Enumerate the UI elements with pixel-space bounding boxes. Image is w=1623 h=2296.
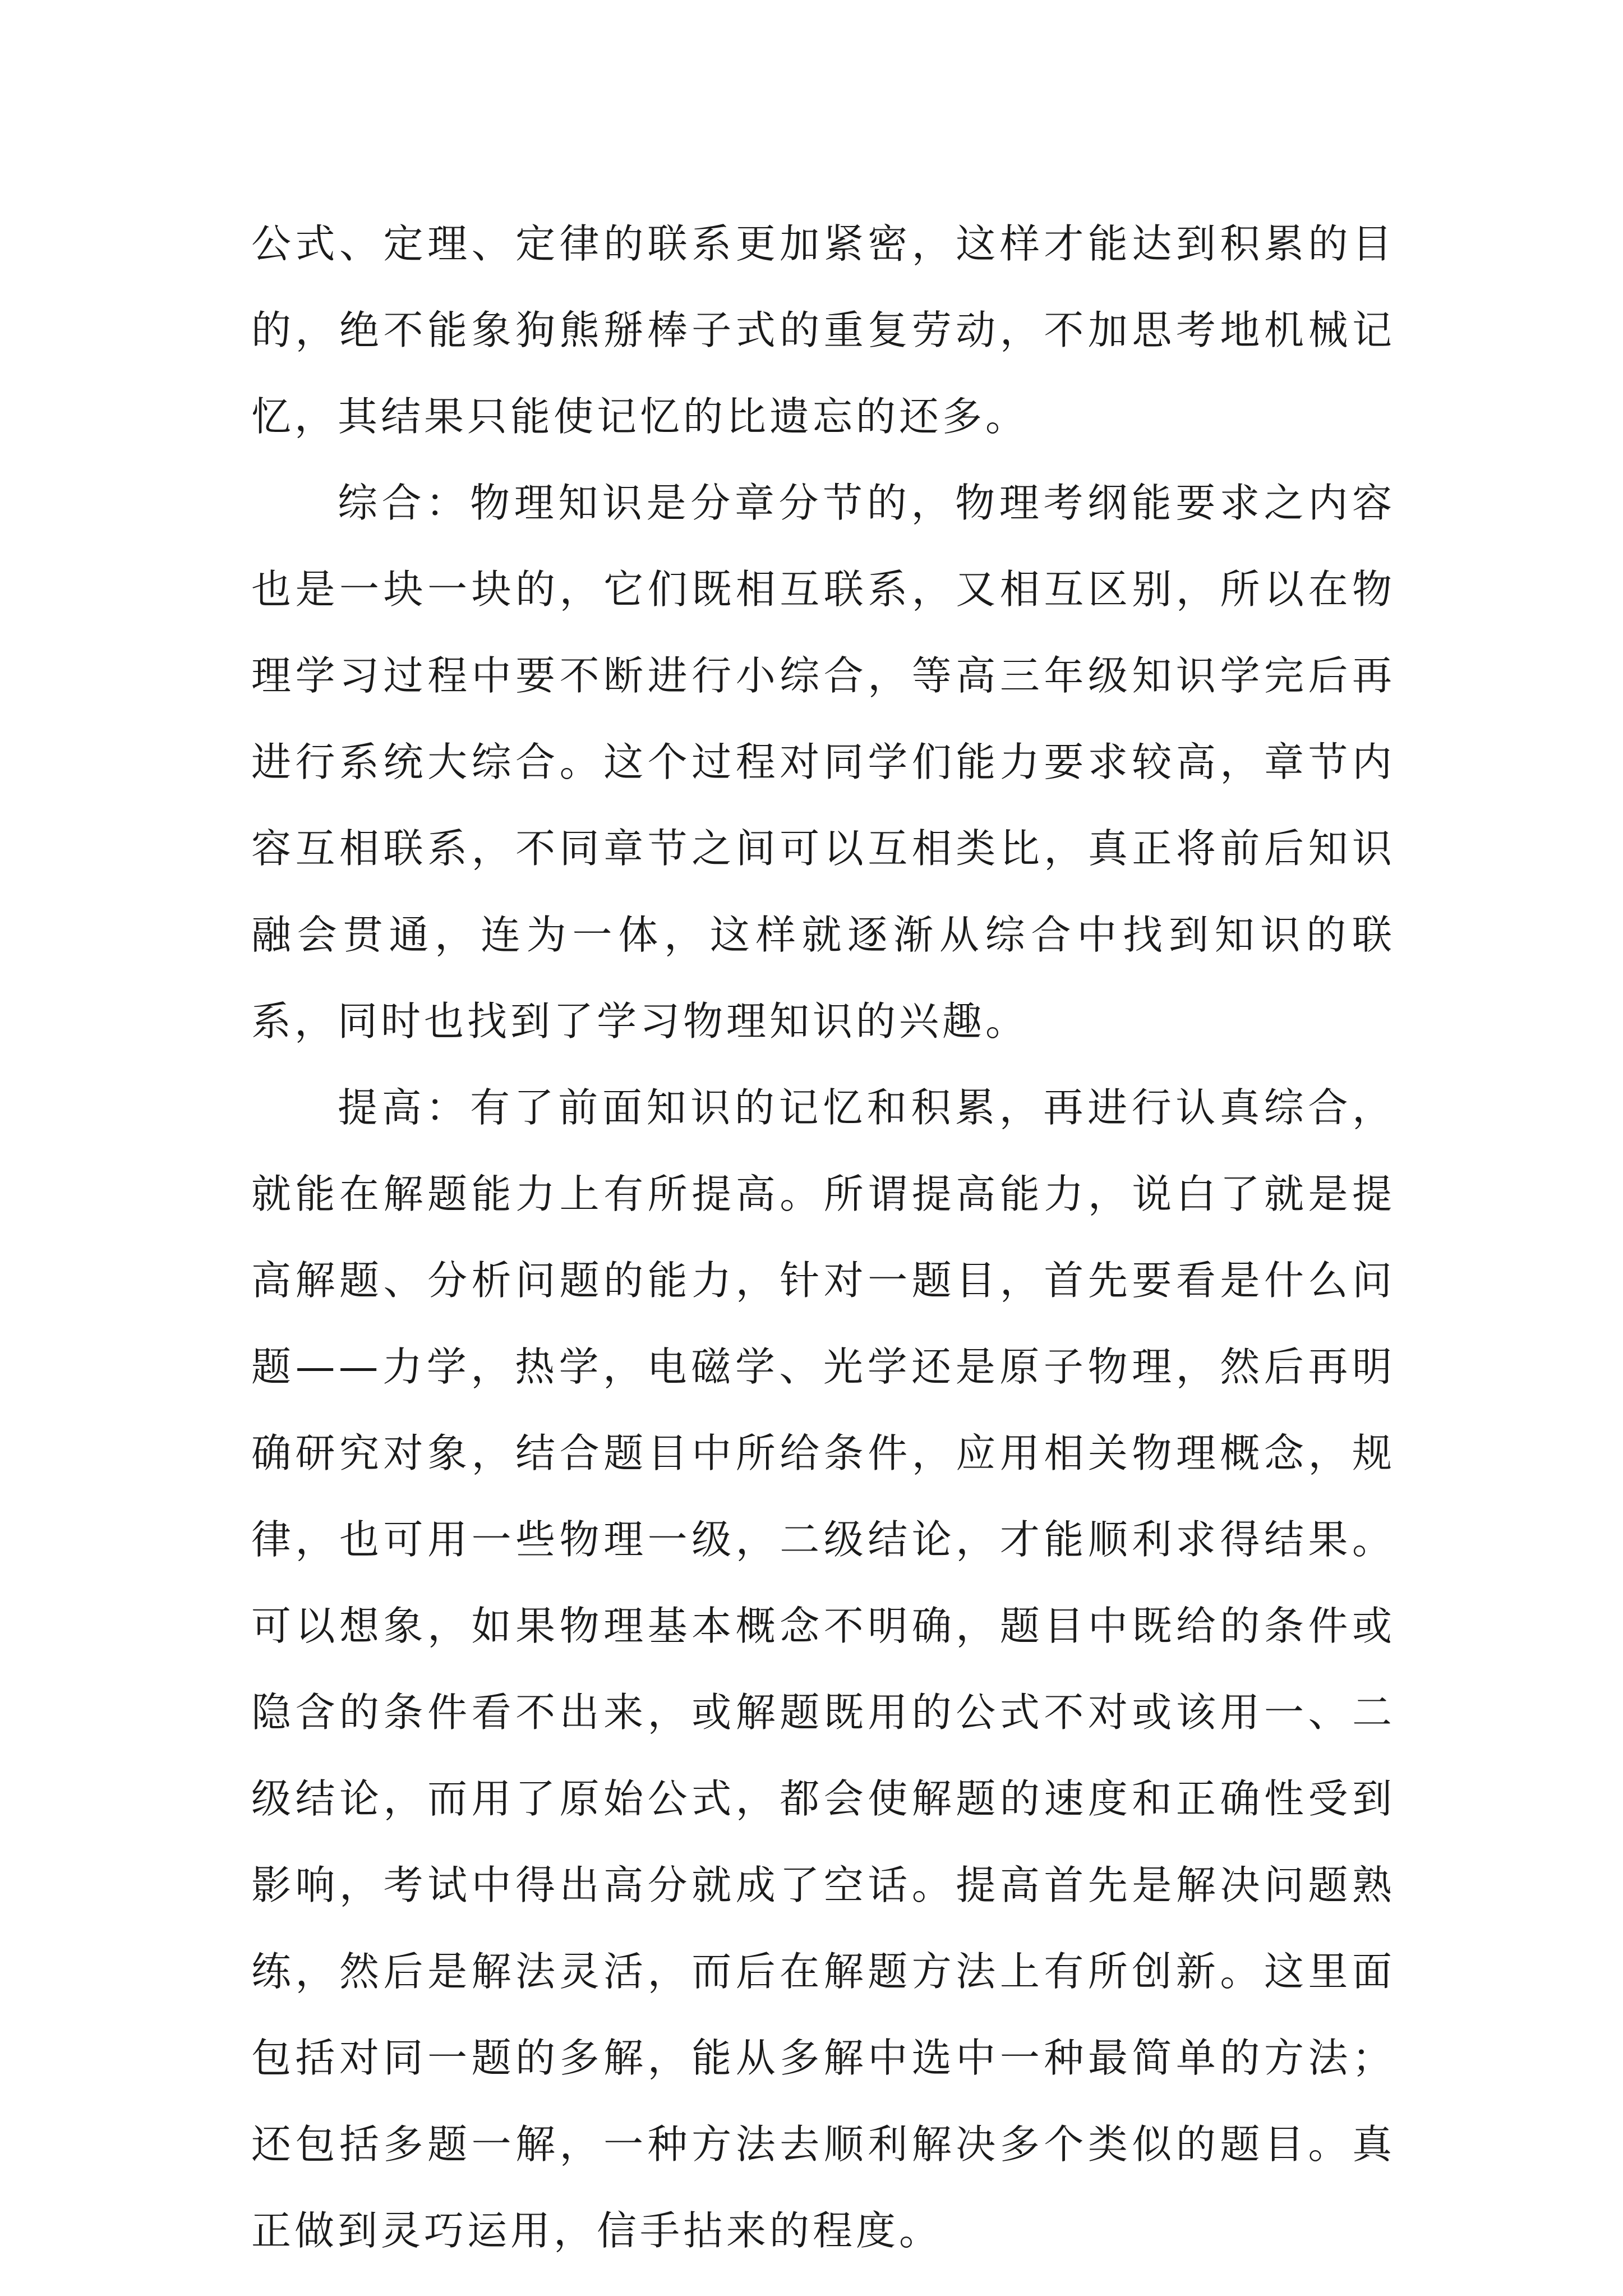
paragraph-synthesis: 综合：物理知识是分章分节的，物理考纲能要求之内容也是一块一块的，它们既相互联系，又相互区别，所以在物理学习过程中要不断进行小综合，等高三年级知识学完后再进行系统大综合。这个过程对同学们能力要求较高，章节内容互相联系，不同章节之间可以互相类比，真正将前后知识融会贯通，连为一体，这样就逐渐从综合中找到知识的联系，同时也找到了学习物理知识的兴趣。: [251, 480, 1395, 1045]
document-body: [251, 201, 1395, 2274]
paragraph-continuation: 公式、定理、定律的联系更加紧密，这样才能达到积累的目的，绝不能象狗熊掰棒子式的重复劳动，不加思考地机械记忆，其结果只能使记忆的比遗忘的还多。: [251, 220, 1395, 440]
paragraph-improvement: 提高：有了前面知识的记忆和积累，再进行认真综合，就能在解题能力上有所提高。所谓提高能力，说白了就是提高解题、分析问题的能力，针对一题目，首先要看是什么问题——力学，热学，电磁学、光学还是原子物理，然后再明确研究对象，结合题目中所给条件，应用相关物理概念，规律，也可用一些物理一级，二级结论，才能顺利求得结果。可以想象，如果物理基本概念不明确，题目中既给的条件或隐含的条件看不出来，或解题既用的公式不对或该用一、二级结论，而用了原始公式，都会使解题的速度和正确性受到影响，考试中得出高分就成了空话。提高首先是解决问题熟练，然后是解法灵活，而后在解题方法上有所创新。这里面包括对同一题的多解，能从多解中选中一种最简单的方法；还包括多题一解，一种方法去顺利解决多个类似的题目。真正做到灵巧运用，信手拈来的程度。: [251, 1084, 1395, 2254]
